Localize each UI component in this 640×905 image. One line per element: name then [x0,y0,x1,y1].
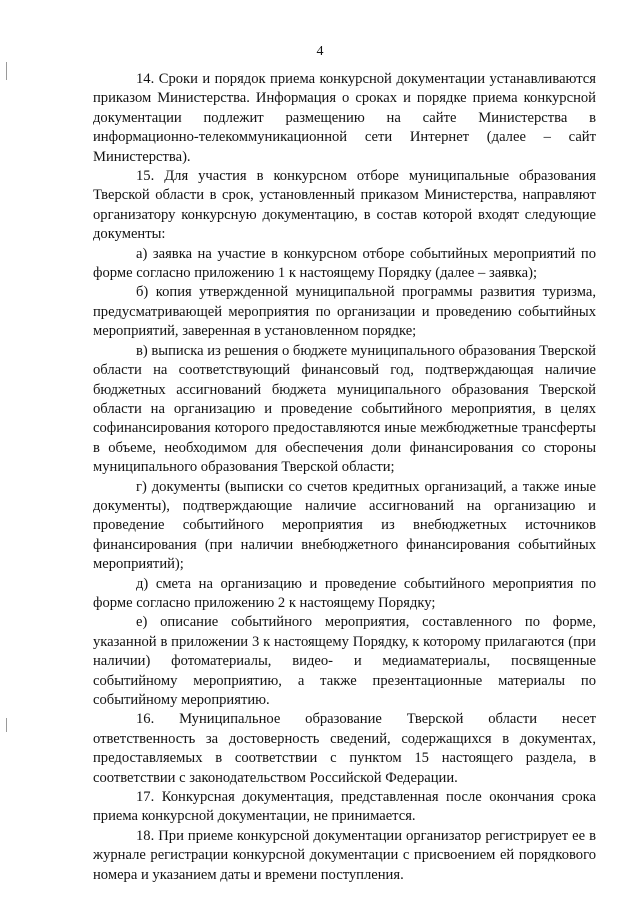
paragraph-17: 17. Конкурсная документация, представленная после окончания срока приема конкурсной документации, не принимается. [93,789,596,825]
document-body [93,70,596,885]
paragraph-15-item-g: г) документы (выписки со счетов кредитных организаций, а также иные документы), подтверждающие наличие ассигнований на организацию и проведение событийного мероприятия из внебюджетных источников финансирования (при наличии внебюджетного финансирования событийных мероприятий); [93,478,596,573]
paragraph-18: 18. При приеме конкурсной документации организатор регистрирует ее в журнале регистрации конкурсной документации с присвоением ей порядкового номера и указанием даты и времени поступления. [93,827,596,883]
scan-edge-mark-bottom [6,718,7,732]
paragraph-15: 15. Для участия в конкурсном отборе муниципальные образования Тверской области в срок, установленный приказом Министерства, направляют организатору конкурсную документацию, в состав которой входят следующие документы: [93,168,596,243]
paragraph-15-item-e: е) описание событийного мероприятия, составленного по форме, указанной в приложении 3 к настоящему Порядку, к которому прилагаются (при наличии) фотоматериалы, видео- и медиаматериалы, посвященные событийному мероприятию, а также презентационные материалы по событийному мероприятию. [93,614,596,708]
scan-edge-mark-top [6,62,7,80]
paragraph-15-item-a: а) заявка на участие в конкурсном отборе событийных мероприятий по форме согласно приложению 1 к настоящему Порядку (далее – заявка); [93,245,596,282]
paragraph-15-item-b: б) копия утвержденной муниципальной программы развития туризма, предусматривающей мероприятия по организации и проведению событийных мероприятий, заверенная в установленном порядке; [93,284,596,340]
paragraph-15-item-v: в) выписка из решения о бюджете муниципального образования Тверской области на соответствующий финансовый год, подтверждающая наличие бюджетных ассигнований бюджета муниципального образования Тверской области на организацию и проведение событийного мероприятия, в целях софинансирования которого предоставляются иные межбюджетные трансферты в объеме, необходимом для обеспечения доли финансирования со стороны муниципального образования Тверской области; [93,342,596,476]
paragraph-14: 14. Сроки и порядок приема конкурсной документации устанавливаются приказом Министерства. Информация о сроках и порядке приема конкурсной документации подлежит размещению на сайте Министерства в информационно-телекоммуникационной сети Интернет (далее – сайт Министерства). [93,71,596,165]
paragraph-16: 16. Муниципальное образование Тверской области несет ответственность за достоверность сведений, содержащихся в документах, предоставляемых в соответствии с пунктом 15 настоящего раздела, в соответствии с законодательством Российской Федерации. [93,711,596,786]
paragraph-15-item-d: д) смета на организацию и проведение событийного мероприятия по форме согласно приложению 2 к настоящему Порядку; [93,575,596,611]
page-number: 4 [316,44,324,59]
